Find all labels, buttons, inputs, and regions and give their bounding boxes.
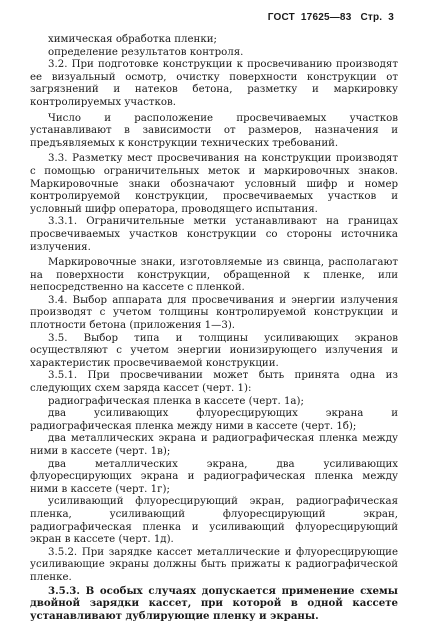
- paragraph: Маркировочные знаки, изготовляемые из свинца, располагают на поверхности конструкции, обращенной к пленке, или непосредственно на кассете с пленкой.: [30, 257, 398, 294]
- paragraph: 3.5.1. При просвечивании может быть принята одна из следующих схем заряда кассет (черт. 1):: [30, 370, 398, 395]
- standard-number: 17625—83: [300, 12, 352, 23]
- paragraph: 3.3. Разметку мест просвечивания на конструкции производят с помощью ограничительных меток и маркировочных знаков. Маркировочные знаки обозначают условный шифр и номер контролируемой конструкции, просвечиваемых участков и условный шифр оператора, проводящего испытания.: [30, 153, 398, 215]
- paragraph: два металлических экрана, два усиливающих флуоресцирующих экрана и радиографическая пленка между ними в кассете (черт. 1г);: [30, 458, 398, 495]
- paragraph: радиографическая пленка в кассете (черт. 1а);: [48, 395, 304, 407]
- paragraph: 3.4. Выбор аппарата для просвечивания и энергии излучения производят с учетом толщины контролируемой конструкции и плотности бетона (приложения 1—3).: [30, 294, 398, 332]
- paragraph: 3.5.2. При зарядке кассет металлические и флуоресцирующие усиливающие экраны должны быть прижаты к радиографической пленке.: [30, 546, 398, 583]
- paragraph: усиливающий флуоресцирующий экран, радиографическая пленка, усиливающий флуоресцирующий экран, радиографическая пленка и усиливающий флуоресцирующий экран в кассете (черт. 1д).: [30, 496, 398, 546]
- page-number: 3: [388, 12, 394, 23]
- paragraph: определение результатов контроля.: [48, 46, 244, 58]
- paragraph: химическая обработка пленки;: [48, 34, 217, 45]
- paragraph: Число и расположение просвечиваемых участков устанавливают в зависимости от размеров, назначения и предъявляемых к конструкции технических требований.: [30, 112, 398, 149]
- page-label: Стр.: [360, 12, 383, 23]
- paragraph: два усиливающих флуоресцирующих экрана и радиографическая пленка между ними в кассете (черт. 1б);: [30, 408, 398, 432]
- paragraph: два металлических экрана и радиографическая пленка между ними в кассете (черт. 1в);: [30, 433, 398, 457]
- paragraph: 3.5.3. В особых случаях допускается применение схемы двойной зарядки кассет, при которой в одной кассете устанавливают дублирующие пленку и экраны.: [30, 584, 398, 622]
- paragraph: 3.5. Выбор типа и толщины усиливающих экранов осуществляют с учетом энергии ионизирующего излучения и характеристик просвечиваемой конструкции.: [30, 332, 398, 369]
- document-body: [30, 34, 398, 622]
- paragraph: 3.2. При подготовке конструкции к просвечиванию производят ее визуальный осмотр, очистку поверхности конструкции от загрязнений и натеков бетона, разметку и маркировку контролируемых участков.: [30, 59, 398, 108]
- paragraph: 3.3.1. Ограничительные метки устанавливают на границах просвечиваемых участков конструкции со стороны источника излучения.: [30, 216, 398, 253]
- standard-label: ГОСТ: [267, 12, 295, 23]
- page-header: [265, 12, 394, 23]
